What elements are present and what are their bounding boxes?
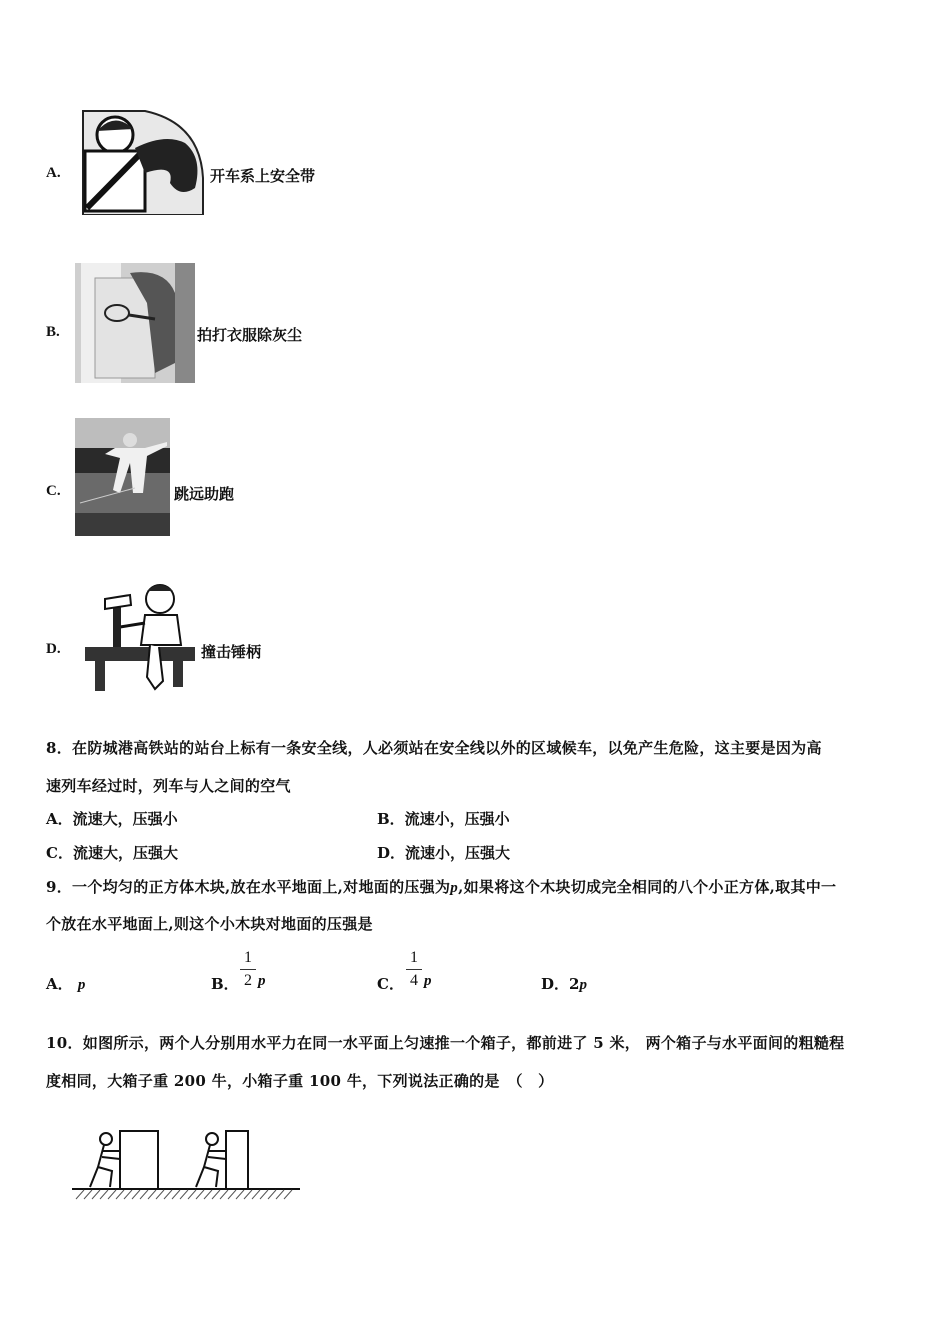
- q9-choice-a: A． p: [46, 975, 86, 993]
- q8-choice-d: D．流速小，压强大: [377, 844, 511, 862]
- q9-choice-c-fraction: 1 4: [406, 948, 422, 991]
- q9-choice-b-fraction: 1 2: [240, 948, 256, 991]
- option-d-letter: D.: [46, 641, 61, 657]
- q9-line1: [46, 876, 906, 897]
- q10-line2: 度相同，大箱子重 200 牛，小箱子重 100 牛，下列说法正确的是 （ ）: [46, 1072, 554, 1090]
- pushing-boxes-figure: [72, 1125, 302, 1205]
- q8-line1: 8．在防城港高铁站的站台上标有一条安全线，人必须站在安全线以外的区域候车，以免产生危险，这主要是因为高: [46, 739, 822, 757]
- option-a-letter: A.: [46, 165, 61, 181]
- q8-choice-a: A．流速大，压强小: [46, 810, 178, 828]
- q8-line2: 速列车经过时，列车与人之间的空气: [46, 777, 291, 795]
- option-b-letter: B.: [46, 324, 60, 340]
- q9-line2: 个放在水平地面上,则这个小木块对地面的压强是: [46, 915, 373, 933]
- beating-clothes-photo: [75, 263, 195, 383]
- q9-var-p: p: [450, 880, 459, 896]
- q9-choice-b-label: B．: [211, 975, 239, 993]
- option-b-caption: 拍打衣服除灰尘: [197, 326, 303, 344]
- q9-choice-d: D．2p: [541, 975, 587, 993]
- option-c-letter: C.: [46, 483, 61, 499]
- option-c-caption: 跳远助跑: [174, 485, 235, 503]
- option-d-caption: 撞击锤柄: [201, 643, 262, 661]
- q10-line1: 10．如图所示，两个人分别用水平力在同一水平面上匀速推一个箱子，都前进了 5 米， 两个箱子与水平面间的粗糙程: [46, 1034, 845, 1052]
- q9-line1-a: 9．一个均匀的正方体木块,放在水平地面上,对地面的压强为: [46, 878, 451, 896]
- q9-line1-b: ,如果将这个木块切成完全相同的八个小正方体,取其中一: [458, 878, 837, 896]
- q8-choice-b: B．流速小，压强小: [377, 810, 510, 828]
- long-jump-runup-photo: [75, 418, 170, 536]
- seatbelt-driver-photo: [75, 103, 205, 215]
- hammer-handle-photo: [75, 577, 197, 695]
- q9-choice-b-var: p: [258, 973, 266, 989]
- q9-choice-c-label: C．: [377, 975, 404, 993]
- q9-choice-c-var: p: [424, 973, 432, 989]
- q8-choice-c: C．流速大，压强大: [46, 844, 178, 862]
- option-a-caption: 开车系上安全带: [210, 167, 316, 185]
